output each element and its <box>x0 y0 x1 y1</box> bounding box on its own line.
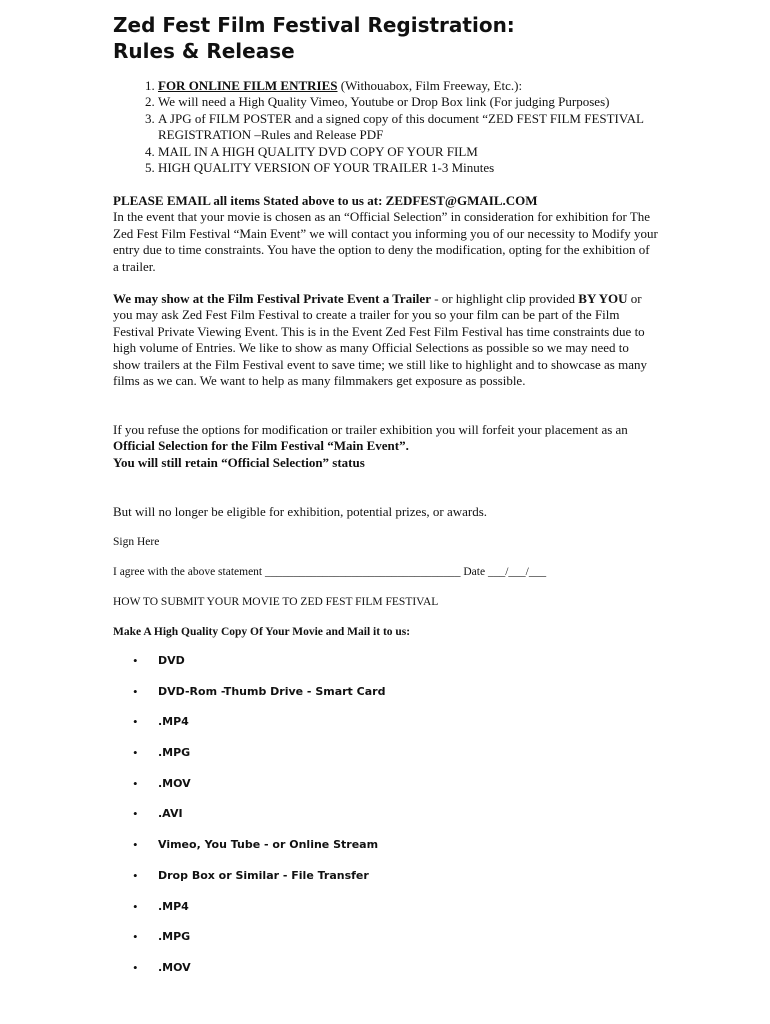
list-item <box>158 111 698 144</box>
trailer-text-1: - or highlight clip provided <box>430 291 579 306</box>
list-item: • .MP4 <box>113 899 385 930</box>
retain-status-note: You will still retain “Official Selection” status <box>113 454 365 470</box>
sign-here-label: Sign Here <box>113 536 160 548</box>
entry-steps-list <box>113 78 698 176</box>
agree-label: I agree with the above statement <box>113 566 263 578</box>
refuse-text: If you refuse the options for modification or trailer exhibition you will forfeit your placement as an <box>113 422 628 437</box>
list-item: • .AVI <box>113 806 385 837</box>
trailer-paragraph <box>113 291 658 389</box>
list-item <box>158 160 698 176</box>
list-item: • DVD <box>113 653 385 684</box>
list-item <box>158 144 698 160</box>
list-item: • .MPG <box>113 745 385 776</box>
trailer-text-2: or you may ask Zed Fest Film Festival to create a trailer for you so your film can be part of the Film Festival Private Viewing Event. This is in the Event Zed Fest Film Festival has time constraints due to high volume of Entries. We like to show as many Official Selections as possible so we may need to show trailers at the Film Festival event to save time; we still like to highlight and to showcase as many films as we can. We want to help as many filmmakers get exposure as possible. <box>113 291 647 389</box>
title-line-2: Rules & Release <box>113 39 295 63</box>
selection-paragraph: In the event that your movie is chosen as an “Official Selection” in consideration for exhibition for The Zed Fest Film Festival “Main Event” we will contact you informing you of our necessity to Modify your entry due to time constraints. You have the option to deny the modification, opting for the exhibition of a trailer. <box>113 209 658 274</box>
official-selection-note: Official Selection for the Film Festival “Main Event”. <box>113 438 409 454</box>
document-title <box>113 12 515 64</box>
list-item-text: We will need a High Quality Vimeo, Youtube or Drop Box link (For judging Purposes) <box>158 94 610 110</box>
list-item: • DVD-Rom -Thumb Drive - Smart Card <box>113 684 385 715</box>
submit-heading: HOW TO SUBMIT YOUR MOVIE TO ZED FEST FILM FESTIVAL <box>113 596 439 608</box>
mail-heading: Make A High Quality Copy Of Your Movie and Mail it to us: <box>113 626 411 638</box>
list-item <box>158 94 698 110</box>
online-entries-heading: FOR ONLINE FILM ENTRIES <box>158 78 338 93</box>
signature-field[interactable]: __________________________________ <box>265 566 461 578</box>
list-item-text: A JPG of FILM POSTER and a signed copy of this document “ZED FEST FILM FESTIVAL REGISTRATION –Rules and Release PDF <box>158 110 644 143</box>
list-item-text: HIGH QUALITY VERSION OF YOUR TRAILER 1-3 Minutes <box>158 160 495 176</box>
date-label: Date <box>463 566 486 578</box>
list-item <box>158 78 698 94</box>
date-field[interactable]: ___/___/___ <box>487 566 547 578</box>
by-you-text: BY YOU <box>578 291 628 306</box>
email-section <box>113 193 658 275</box>
list-item: • .MOV <box>113 960 385 991</box>
eligibility-note: But will no longer be eligible for exhibition, potential prizes, or awards. <box>113 504 488 519</box>
agreement-line <box>113 565 673 579</box>
list-item-text: (Withouabox, Film Freeway, Etc.): <box>337 78 523 93</box>
refuse-paragraph <box>113 422 653 471</box>
list-item: • .MOV <box>113 776 385 807</box>
list-item: • .MPG <box>113 929 385 960</box>
list-item: • Drop Box or Similar - File Transfer <box>113 868 385 899</box>
list-item: • Vimeo, You Tube - or Online Stream <box>113 837 385 868</box>
list-item: • .MP4 <box>113 714 385 745</box>
email-heading: PLEASE EMAIL all items Stated above to us at: ZEDFEST@GMAIL.COM <box>113 193 538 208</box>
title-line-1: Zed Fest Film Festival Registration: <box>113 13 515 37</box>
trailer-heading: We may show at the Film Festival Private Event a Trailer <box>113 291 431 306</box>
list-item-text: MAIL IN A HIGH QUALITY DVD COPY OF YOUR FILM <box>158 143 478 159</box>
accepted-formats-list <box>113 653 385 991</box>
